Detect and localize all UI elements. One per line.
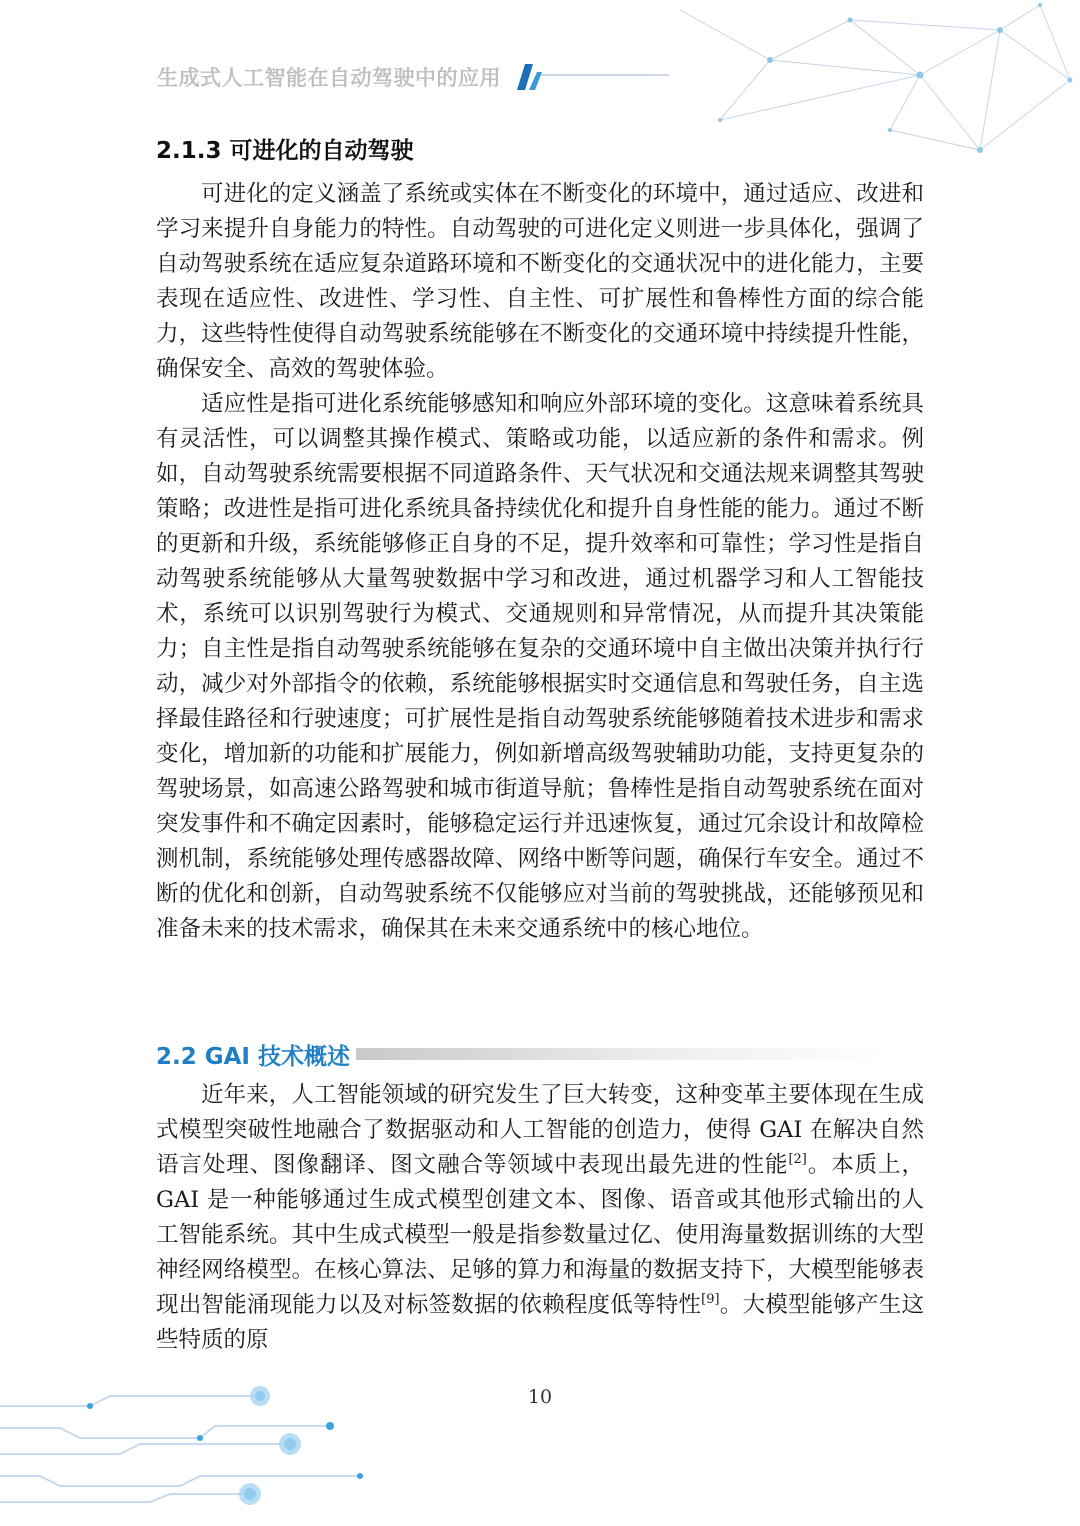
citation-ref: [2] (788, 1152, 807, 1167)
network-decoration-top (660, 0, 1080, 170)
paragraph: 可进化的定义涵盖了系统或实体在不断变化的环境中，通过适应、改进和学习来提升自身能力的特性。自动驾驶的可进化定义则进一步具体化，强调了自动驾驶系统在适应复杂道路环境和不断变化的交通状况中的进化能力，主要表现在适应性、改进性、学习性、自主性、可扩展性和鲁棒性方面的综合能力，这些特性使得自动驾驶系统能够在不断变化的交通环境中持续提升性能，确保安全、高效的驾驶体验。 (156, 181, 924, 382)
section-2-2-heading: 2.2 GAI 技术概述 (156, 1038, 356, 1071)
paragraph-text: 。大模型能够产生这些特质的原 (156, 1292, 924, 1353)
citation-ref: [9] (701, 1292, 720, 1307)
header-accent-mark-icon (509, 62, 669, 92)
section-2-2-heading-block (156, 1036, 886, 1072)
paragraph-text: 。本质上，GAI 是一种能够通过生成式模型创建文本、图像、语音或其他形式输出的人工智能系统。其中生成式模型一般是指参数量过亿、使用海量数据训练的大型神经网络模型。在核心算法、足够的算力和海量的数据支持下，大模型能够表现出智能涌现能力以及对标签数据的依赖程度低等特性 (156, 1152, 924, 1318)
section-2-1-3-body (156, 177, 924, 947)
paragraph (156, 1078, 924, 1358)
page-number: 10 (527, 1386, 553, 1408)
paragraph-text: 近年来，人工智能领域的研究发生了巨大转变，这种变革主要体现在生成式模型突破性地融合了数据驱动和人工智能的创造力，使得 GAI 在解决自然语言处理、图像翻译、图文融合等领域中表现出最先进的性能 (156, 1082, 924, 1178)
section-2-2-body (156, 1078, 924, 1358)
header-title: 生成式人工智能在自动驾驶中的应用 (157, 66, 501, 90)
running-header (157, 62, 669, 92)
section-2-1-3-heading: 2.1.3 可进化的自动驾驶 (156, 138, 414, 164)
paragraph: 适应性是指可进化系统能够感知和响应外部环境的变化。这意味着系统具有灵活性，可以调整其操作模式、策略或功能，以适应新的条件和需求。例如，自动驾驶系统需要根据不同道路条件、天气状况和交通法规来调整其驾驶策略；改进性是指可进化系统具备持续优化和提升自身性能的能力。通过不断的更新和升级，系统能够修正自身的不足，提升效率和可靠性；学习性是指自动驾驶系统能够从大量驾驶数据中学习和改进，通过机器学习和人工智能技术，系统可以识别驾驶行为模式、交通规则和异常情况，从而提升其决策能力；自主性是指自动驾驶系统能够在复杂的交通环境中自主做出决策并执行行动，减少对外部指令的依赖，系统能够根据实时交通信息和驾驶任务，自主选择最佳路径和行驶速度；可扩展性是指自动驾驶系统能够随着技术进步和需求变化，增加新的功能和扩展能力，例如新增高级驾驶辅助功能，支持更复杂的驾驶场景，如高速公路驾驶和城市街道导航；鲁棒性是指自动驾驶系统在面对突发事件和不确定因素时，能够稳定运行并迅速恢复，通过冗余设计和故障检测机制，系统能够处理传感器故障、网络中断等问题，确保行车安全。通过不断的优化和创新，自动驾驶系统不仅能够应对当前的驾驶挑战，还能够预见和准备未来的技术需求，确保其在未来交通系统中的核心地位。 (156, 391, 924, 942)
heading-gradient-bar (356, 1048, 886, 1060)
